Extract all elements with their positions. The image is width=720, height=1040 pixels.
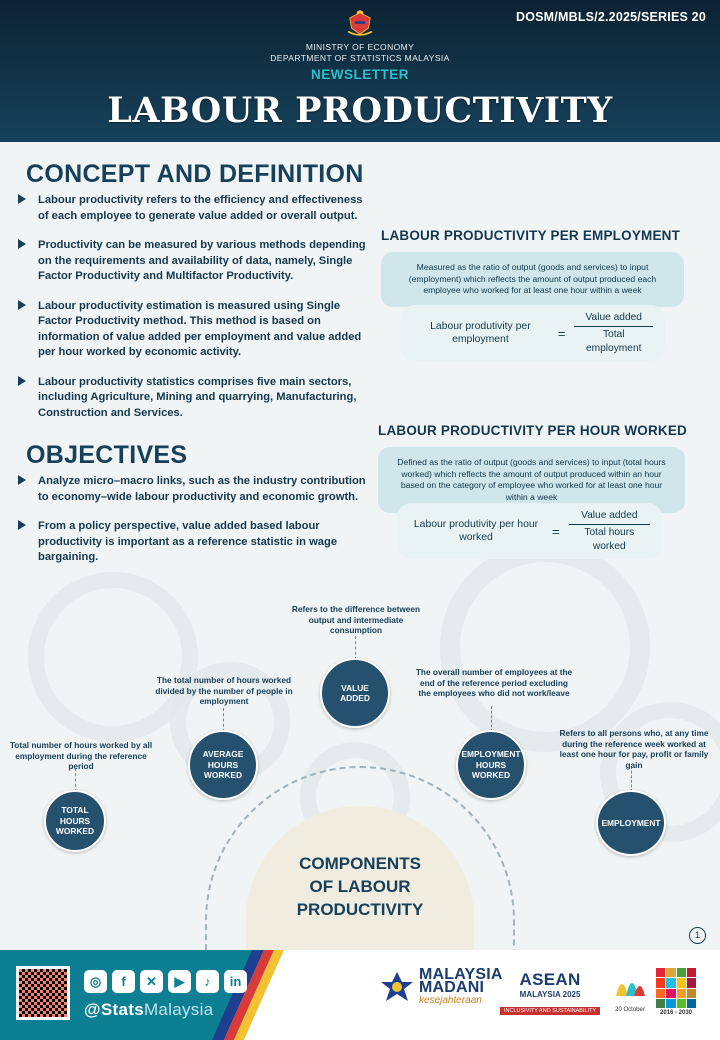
arrow-bullet-icon bbox=[18, 300, 26, 310]
center-line-1: COMPONENTS bbox=[299, 854, 421, 873]
asean-line-2: MALAYSIA 2025 bbox=[519, 990, 581, 999]
node-total-hours-worked: TOTAL HOURS WORKED bbox=[44, 790, 106, 852]
equation-fraction bbox=[574, 311, 653, 356]
concept-section-title: CONCEPT AND DEFINITION bbox=[26, 160, 364, 188]
formula-equation-per-employment bbox=[400, 305, 665, 361]
sdg-date-range: 2016 - 2030 bbox=[659, 1010, 693, 1016]
fraction-denominator: Total employment bbox=[574, 326, 653, 356]
components-diagram bbox=[0, 590, 720, 950]
equation-left-label: Labour produtivity per hour worked bbox=[413, 519, 539, 543]
bullet-text: Labour productivity estimation is measured using Single Factor Productivity method. This method is based on information of value added per employment and value added per hour worked by economic activity. bbox=[38, 299, 362, 358]
fraction-numerator: Value added bbox=[581, 509, 638, 521]
center-line-2: OF LABOUR bbox=[309, 877, 411, 896]
arrow-bullet-icon bbox=[18, 239, 26, 249]
fraction-numerator: Value added bbox=[585, 311, 642, 323]
madani-line-2: MADANI bbox=[419, 979, 485, 996]
sdg-logo bbox=[656, 968, 696, 1016]
center-line-3: PRODUCTIVITY bbox=[296, 900, 424, 919]
visit-malaysia-date: 20 October bbox=[615, 1007, 645, 1013]
formula-heading-per-employment: LABOUR PRODUCTIVITY PER EMPLOYMENT bbox=[381, 228, 681, 243]
node-average-hours-worked: AVERAGE HOURS WORKED bbox=[188, 730, 258, 800]
asean-malaysia-2025-logo bbox=[500, 970, 600, 1017]
node-note-employment: Refers to all persons who, at any time during the reference week worked at least one hour for pay, profit or family gain bbox=[559, 728, 709, 770]
madani-line-3: kesejahteraan bbox=[419, 995, 482, 1006]
formula-equation-per-hour-worked bbox=[397, 503, 662, 559]
madani-line-1: MALAYSIA bbox=[419, 966, 503, 983]
formula-description-per-hour-worked: Defined as the ratio of output (goods and services) to input (total hours worked) which reflects the amount of output produced within an hour based on the category of employee who worked for at least one hour within a week bbox=[378, 447, 685, 513]
malaysia-coat-of-arms-icon bbox=[343, 6, 377, 40]
concept-bullet-list bbox=[18, 193, 368, 435]
objectives-bullet-list bbox=[18, 474, 368, 580]
bullet-text: Analyze micro–macro links, such as the industry contribution to economy–wide labour productivity and economic growth. bbox=[38, 475, 366, 503]
bullet-text: Labour productivity statistics comprises five main sectors, including Agriculture, Mining and quarrying, Manufacturing, Construction and Services. bbox=[38, 375, 357, 419]
arrow-bullet-icon bbox=[18, 194, 26, 204]
list-item bbox=[18, 519, 368, 566]
bullet-text: Productivity can be measured by various methods depending on the requirements and availability of data, namely, Single Factor Productivity and Multifactor Productivity. bbox=[38, 239, 366, 282]
handle-rest: Malaysia bbox=[143, 1000, 214, 1019]
x-twitter-icon[interactable]: ✕ bbox=[140, 970, 163, 993]
visit-malaysia-logo bbox=[612, 968, 648, 1013]
malaysia-madani-logo bbox=[380, 968, 503, 1007]
department-name: DEPARTMENT OF STATISTICS MALAYSIA bbox=[270, 53, 450, 63]
social-handle bbox=[84, 1000, 213, 1020]
node-note-employment-hours-worked: The overall number of employees at the end of the reference period excluding the employees who did not work/leave bbox=[415, 667, 573, 699]
node-value-added: VALUE ADDED bbox=[320, 658, 390, 728]
newsletter-label: NEWSLETTER bbox=[311, 67, 409, 82]
madani-emblem-icon bbox=[380, 970, 414, 1006]
list-item bbox=[18, 238, 368, 285]
bullet-text: Labour productivity refers to the efficiency and effectiveness of each employee to generate value added or overall output. bbox=[38, 194, 363, 222]
list-item bbox=[18, 299, 368, 361]
asean-line-3: INCLUSIVITY AND SUSTAINABILITY bbox=[500, 1007, 600, 1015]
objectives-section-title: OBJECTIVES bbox=[26, 441, 188, 469]
instagram-icon[interactable]: ◎ bbox=[84, 970, 107, 993]
arrow-bullet-icon bbox=[18, 475, 26, 485]
arrow-bullet-icon bbox=[18, 376, 26, 386]
asean-line-1: ASEAN bbox=[519, 970, 581, 989]
handle-at: @Stats bbox=[84, 1000, 144, 1019]
fraction-denominator: Total hours worked bbox=[569, 524, 650, 554]
connector-line bbox=[355, 636, 356, 660]
madani-wordmark bbox=[419, 968, 503, 1007]
formula-heading-per-hour-worked: LABOUR PRODUCTIVITY PER HOUR WORKED bbox=[378, 423, 688, 438]
connector-line bbox=[491, 706, 492, 732]
page-header bbox=[0, 0, 720, 142]
visit-malaysia-icon bbox=[612, 968, 648, 1000]
equals-sign: = bbox=[557, 325, 566, 341]
page-title: LABOUR PRODUCTIVITY bbox=[107, 90, 613, 131]
equation-left-label: Labour produtivity per employment bbox=[430, 321, 531, 345]
node-note-total-hours-worked: Total number of hours worked by all employment during the reference period bbox=[9, 740, 153, 772]
bullet-text: From a policy perspective, value added based labour productivity is important as a reference statistic in wage bargaining. bbox=[38, 520, 338, 563]
list-item bbox=[18, 375, 368, 422]
equals-sign: = bbox=[552, 523, 560, 539]
node-employment-hours-worked: EMPLOYMENT HOURS WORKED bbox=[456, 730, 526, 800]
equation-fraction bbox=[569, 509, 650, 554]
node-note-average-hours-worked: The total number of hours worked divided by the number of people in employment bbox=[155, 675, 293, 707]
list-item bbox=[18, 474, 368, 505]
sdg-grid-icon bbox=[656, 968, 696, 1008]
tiktok-icon[interactable]: ♪ bbox=[196, 970, 219, 993]
node-note-value-added: Refers to the difference between output and intermediate consumption bbox=[291, 604, 421, 636]
page-number: 1 bbox=[689, 927, 706, 944]
page-footer bbox=[0, 950, 720, 1040]
linkedin-icon[interactable]: in bbox=[224, 970, 247, 993]
list-item bbox=[18, 193, 368, 224]
social-icons bbox=[84, 970, 247, 993]
diagram-center-label bbox=[262, 852, 458, 921]
ministry-name: MINISTRY OF ECONOMY bbox=[305, 42, 415, 52]
facebook-icon[interactable]: f bbox=[112, 970, 135, 993]
arrow-bullet-icon bbox=[18, 520, 26, 530]
connector-line bbox=[223, 708, 224, 732]
qr-code[interactable] bbox=[16, 966, 70, 1020]
document-code: DOSM/MBLS/2.2025/SERIES 20 bbox=[516, 10, 706, 24]
youtube-icon[interactable]: ▶ bbox=[168, 970, 191, 993]
formula-description-per-employment: Measured as the ratio of output (goods and services) to input (employment) which reflects the amount of output produced each employee who worked for at least one hour within a week bbox=[381, 252, 684, 307]
node-employment: EMPLOYMENT bbox=[596, 790, 666, 856]
